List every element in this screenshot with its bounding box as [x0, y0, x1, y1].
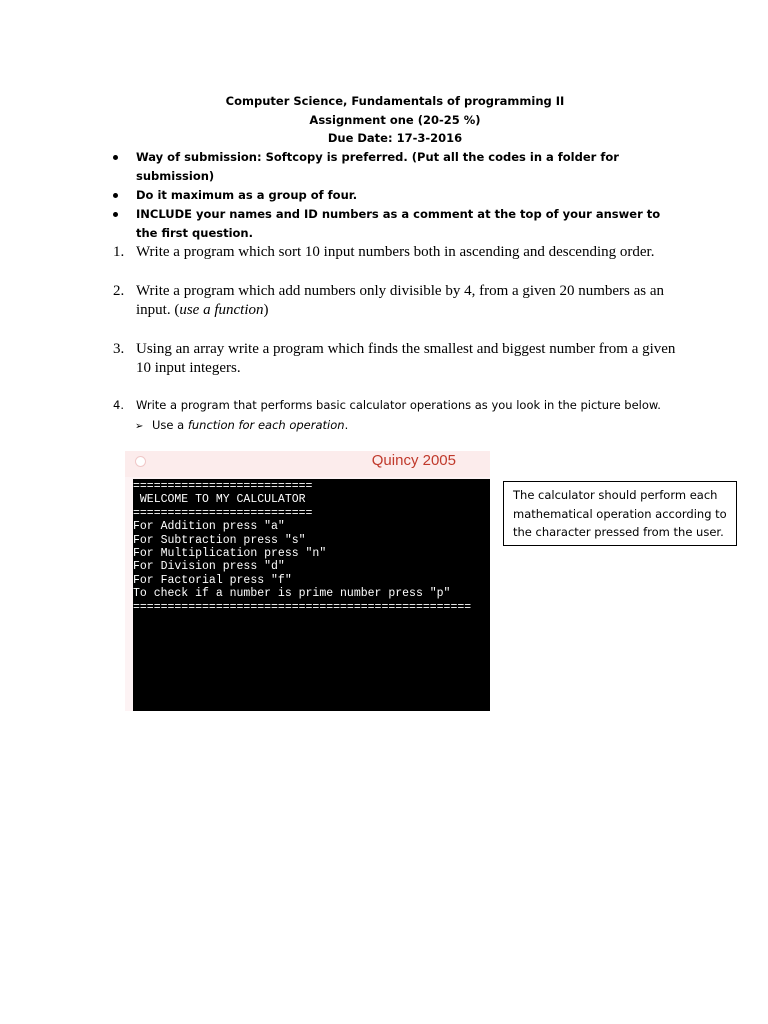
document-header	[0, 92, 768, 148]
console-line: =================================================	[133, 600, 472, 614]
question-number: 3.	[113, 341, 125, 357]
window-titlebar	[125, 451, 490, 477]
console-line: ==========================	[133, 506, 313, 520]
instruction-item	[110, 148, 670, 186]
note-textbox: The calculator should perform each mathematical operation according to the character pressed from the user.	[503, 481, 737, 546]
question-1	[113, 243, 693, 262]
question-2	[113, 282, 693, 319]
bullet-icon	[113, 212, 118, 217]
question-text: Write a program which sort 10 input numbers both in ascending and descending order.	[136, 244, 655, 260]
question-number: 1.	[113, 244, 125, 260]
bullet-icon	[113, 155, 118, 160]
question-text	[136, 282, 693, 319]
console-output	[133, 479, 490, 711]
instruction-text: INCLUDE your names and ID numbers as a comment at the top of your answer to the first question.	[136, 207, 661, 240]
console-line: For Addition press "a"	[133, 520, 285, 534]
window-title: Quincy 2005	[371, 452, 456, 469]
instruction-text: Do it maximum as a group of four.	[136, 188, 358, 202]
question-number: 2.	[113, 283, 125, 299]
due-date: Due Date: 17-3-2016	[327, 131, 463, 145]
window-icon	[135, 456, 146, 467]
console-line: WELCOME TO MY CALCULATOR	[133, 493, 306, 507]
calculator-screenshot	[125, 451, 490, 711]
question-text-main: Write a program which add numbers only divisible by 4, from a given 20 numbers as an input. (	[136, 283, 665, 318]
instruction-text: Way of submission: Softcopy is preferred. (Put all the codes in a folder for submission)	[136, 150, 619, 183]
console-line: ==========================	[133, 480, 313, 493]
question-3	[113, 340, 693, 377]
sub-bullet-end: .	[344, 418, 349, 432]
console-line: For Multiplication press "n"	[133, 546, 327, 560]
question-4	[113, 396, 693, 415]
question-text-end: )	[263, 301, 269, 318]
instructions-list	[110, 148, 670, 243]
course-title: Computer Science, Fundamentals of programming II	[225, 94, 565, 108]
sub-bullet-italic: function for each operation	[187, 418, 345, 432]
question-text: Using an array write a program which finds the smallest and biggest number from a given 10 input integers.	[136, 341, 676, 376]
console-line: For Subtraction press "s"	[133, 533, 306, 547]
instruction-item	[110, 186, 670, 205]
sub-bullet-text: Use a	[152, 418, 188, 432]
question-text: Write a program that performs basic calculator operations as you look in the picture below.	[136, 398, 661, 412]
question-text-italic: use a function	[179, 301, 264, 318]
arrow-bullet-icon: ➢	[135, 421, 144, 432]
bullet-icon	[113, 193, 118, 198]
instruction-item	[110, 205, 670, 243]
console-line: For Division press "d"	[133, 560, 285, 574]
question-number: 4.	[113, 398, 124, 412]
console-line: To check if a number is prime number press "p"	[133, 587, 451, 601]
console-line: For Factorial press "f"	[133, 573, 292, 587]
sub-bullet	[135, 416, 348, 436]
assignment-title: Assignment one (20-25 %)	[309, 112, 481, 127]
